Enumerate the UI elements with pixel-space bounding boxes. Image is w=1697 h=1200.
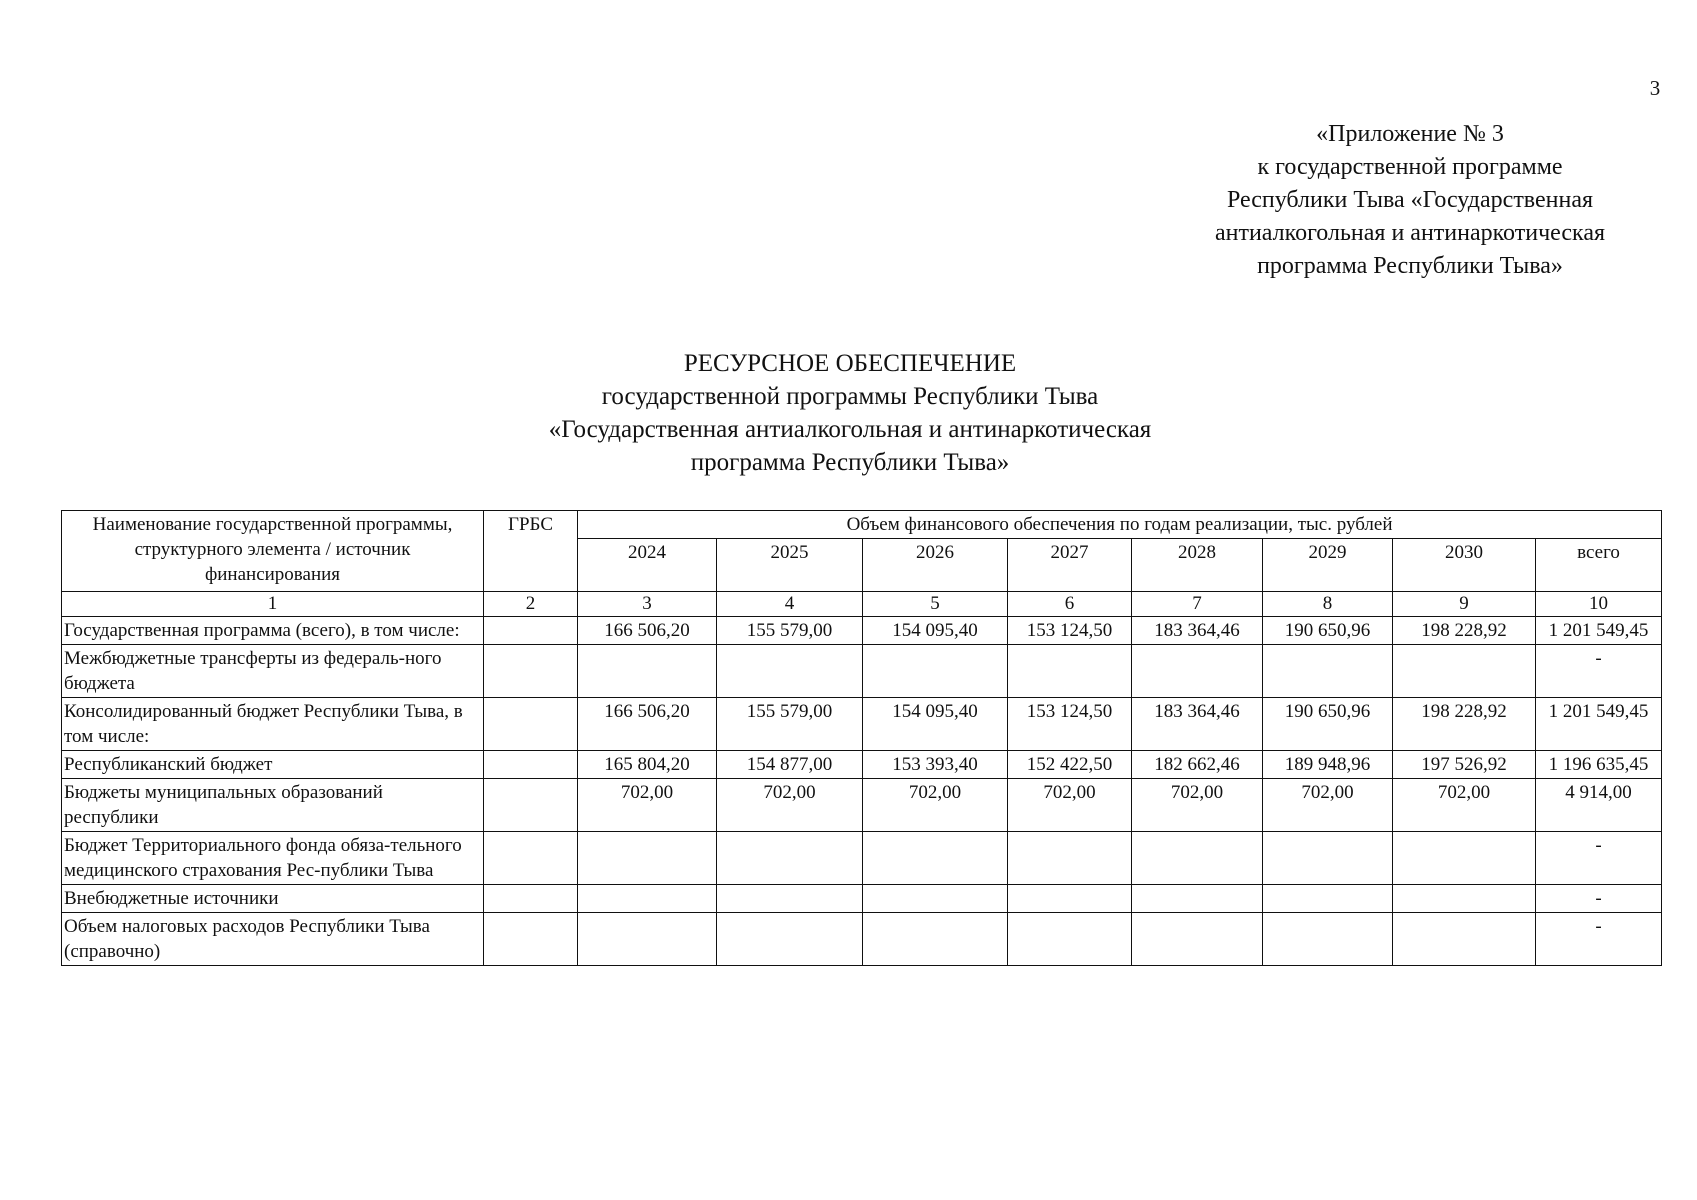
document-subtitle-line: «Государственная антиалкогольная и антинаркотическая xyxy=(548,416,1152,443)
row-grbs xyxy=(484,751,578,779)
row-value xyxy=(1263,913,1393,966)
table-row xyxy=(62,698,1662,751)
row-value xyxy=(578,645,717,698)
row-value xyxy=(863,913,1008,966)
row-value: 166 506,20 xyxy=(578,617,717,645)
row-value xyxy=(578,832,717,885)
row-value: 183 364,46 xyxy=(1132,617,1263,645)
row-value: 702,00 xyxy=(863,779,1008,832)
row-value xyxy=(717,832,863,885)
row-name: Консолидированный бюджет Республики Тыва, в том числе: xyxy=(62,698,484,751)
table-row xyxy=(62,913,1662,966)
row-value xyxy=(1263,832,1393,885)
row-value xyxy=(1393,645,1536,698)
row-value xyxy=(863,885,1008,913)
row-value xyxy=(1008,885,1132,913)
row-total: - xyxy=(1536,645,1662,698)
row-total: - xyxy=(1536,832,1662,885)
table-row xyxy=(62,617,1662,645)
row-value: 702,00 xyxy=(1132,779,1263,832)
header-year: 2029 xyxy=(1263,539,1393,592)
appendix-line: антиалкогольная и антинаркотическая xyxy=(1214,220,1606,246)
table-row xyxy=(62,832,1662,885)
row-value: 702,00 xyxy=(1008,779,1132,832)
row-total: 1 196 635,45 xyxy=(1536,751,1662,779)
row-value: 153 393,40 xyxy=(863,751,1008,779)
row-value: 702,00 xyxy=(1263,779,1393,832)
document-title: РЕСУРСНОЕ ОБЕСПЕЧЕНИЕ xyxy=(683,350,1017,377)
appendix-line: к государственной программе xyxy=(1257,154,1563,180)
row-value: 182 662,46 xyxy=(1132,751,1263,779)
page-number: 3 xyxy=(1649,76,1661,100)
row-value xyxy=(1132,913,1263,966)
row-value: 189 948,96 xyxy=(1263,751,1393,779)
row-grbs xyxy=(484,645,578,698)
row-value: 702,00 xyxy=(578,779,717,832)
row-grbs xyxy=(484,832,578,885)
row-value: 154 877,00 xyxy=(717,751,863,779)
row-value xyxy=(1132,885,1263,913)
column-number: 2 xyxy=(484,592,578,617)
row-value xyxy=(863,832,1008,885)
row-value: 154 095,40 xyxy=(863,698,1008,751)
row-value xyxy=(1008,832,1132,885)
row-grbs xyxy=(484,779,578,832)
row-value: 153 124,50 xyxy=(1008,698,1132,751)
row-value xyxy=(1132,645,1263,698)
column-number: 10 xyxy=(1536,592,1662,617)
row-value xyxy=(1393,832,1536,885)
column-number: 9 xyxy=(1393,592,1536,617)
row-value xyxy=(1008,913,1132,966)
header-year: 2026 xyxy=(863,539,1008,592)
row-value: 155 579,00 xyxy=(717,617,863,645)
column-number: 1 xyxy=(62,592,484,617)
row-value xyxy=(1132,832,1263,885)
table-body xyxy=(62,592,1662,966)
table-header xyxy=(62,511,1662,592)
row-name: Межбюджетные трансферты из федераль-ного бюджета xyxy=(62,645,484,698)
row-value xyxy=(578,913,717,966)
column-number-row xyxy=(62,592,1662,617)
row-value xyxy=(863,645,1008,698)
column-number: 8 xyxy=(1263,592,1393,617)
row-name: Государственная программа (всего), в том числе: xyxy=(62,617,484,645)
row-value xyxy=(1008,645,1132,698)
header-total: всего xyxy=(1536,539,1662,592)
row-value: 190 650,96 xyxy=(1263,698,1393,751)
row-grbs xyxy=(484,913,578,966)
document-subtitle-line: программа Республики Тыва» xyxy=(690,449,1010,476)
table-row xyxy=(62,779,1662,832)
header-volume-group: Объем финансового обеспечения по годам реализации, тыс. рублей xyxy=(578,511,1662,539)
row-name: Бюджеты муниципальных образований республики xyxy=(62,779,484,832)
row-value xyxy=(1263,885,1393,913)
table-row xyxy=(62,645,1662,698)
row-name: Бюджет Территориального фонда обяза-тельного медицинского страхования Рес-публики Тыва xyxy=(62,832,484,885)
row-grbs xyxy=(484,617,578,645)
appendix-line: программа Республики Тыва» xyxy=(1257,253,1563,279)
row-value: 155 579,00 xyxy=(717,698,863,751)
document-heading xyxy=(400,347,1300,479)
row-value xyxy=(1263,645,1393,698)
header-year: 2027 xyxy=(1008,539,1132,592)
row-value xyxy=(578,885,717,913)
row-value xyxy=(717,885,863,913)
appendix-line: «Приложение № 3 xyxy=(1316,121,1504,147)
header-grbs-column: ГРБС xyxy=(484,511,578,592)
row-value: 702,00 xyxy=(1393,779,1536,832)
row-total: - xyxy=(1536,913,1662,966)
row-value: 702,00 xyxy=(717,779,863,832)
table-row xyxy=(62,885,1662,913)
row-value xyxy=(1393,885,1536,913)
row-total: 1 201 549,45 xyxy=(1536,617,1662,645)
row-name: Объем налоговых расходов Республики Тыва (справочно) xyxy=(62,913,484,966)
row-grbs xyxy=(484,885,578,913)
row-value xyxy=(717,645,863,698)
row-value: 165 804,20 xyxy=(578,751,717,779)
column-number: 4 xyxy=(717,592,863,617)
appendix-reference xyxy=(1150,118,1670,283)
resource-table xyxy=(61,510,1662,966)
column-number: 6 xyxy=(1008,592,1132,617)
row-name: Внебюджетные источники xyxy=(62,885,484,913)
row-value xyxy=(1393,913,1536,966)
column-number: 3 xyxy=(578,592,717,617)
row-total: 4 914,00 xyxy=(1536,779,1662,832)
row-value: 198 228,92 xyxy=(1393,617,1536,645)
header-year: 2030 xyxy=(1393,539,1536,592)
row-value: 152 422,50 xyxy=(1008,751,1132,779)
document-subtitle-line: государственной программы Республики Тыва xyxy=(601,383,1099,410)
row-value: 153 124,50 xyxy=(1008,617,1132,645)
row-value: 197 526,92 xyxy=(1393,751,1536,779)
row-value: 166 506,20 xyxy=(578,698,717,751)
table-row xyxy=(62,751,1662,779)
row-value: 154 095,40 xyxy=(863,617,1008,645)
column-number: 7 xyxy=(1132,592,1263,617)
header-year: 2024 xyxy=(578,539,717,592)
header-year: 2028 xyxy=(1132,539,1263,592)
row-value xyxy=(717,913,863,966)
row-total: - xyxy=(1536,885,1662,913)
header-row xyxy=(62,511,1662,539)
row-value: 183 364,46 xyxy=(1132,698,1263,751)
header-year: 2025 xyxy=(717,539,863,592)
row-total: 1 201 549,45 xyxy=(1536,698,1662,751)
row-name: Республиканский бюджет xyxy=(62,751,484,779)
row-value: 190 650,96 xyxy=(1263,617,1393,645)
column-number: 5 xyxy=(863,592,1008,617)
appendix-line: Республики Тыва «Государственная xyxy=(1226,187,1594,213)
row-grbs xyxy=(484,698,578,751)
row-value: 198 228,92 xyxy=(1393,698,1536,751)
header-name-column: Наименование государственной программы, структурного элемента / источник финансирования xyxy=(62,511,484,592)
